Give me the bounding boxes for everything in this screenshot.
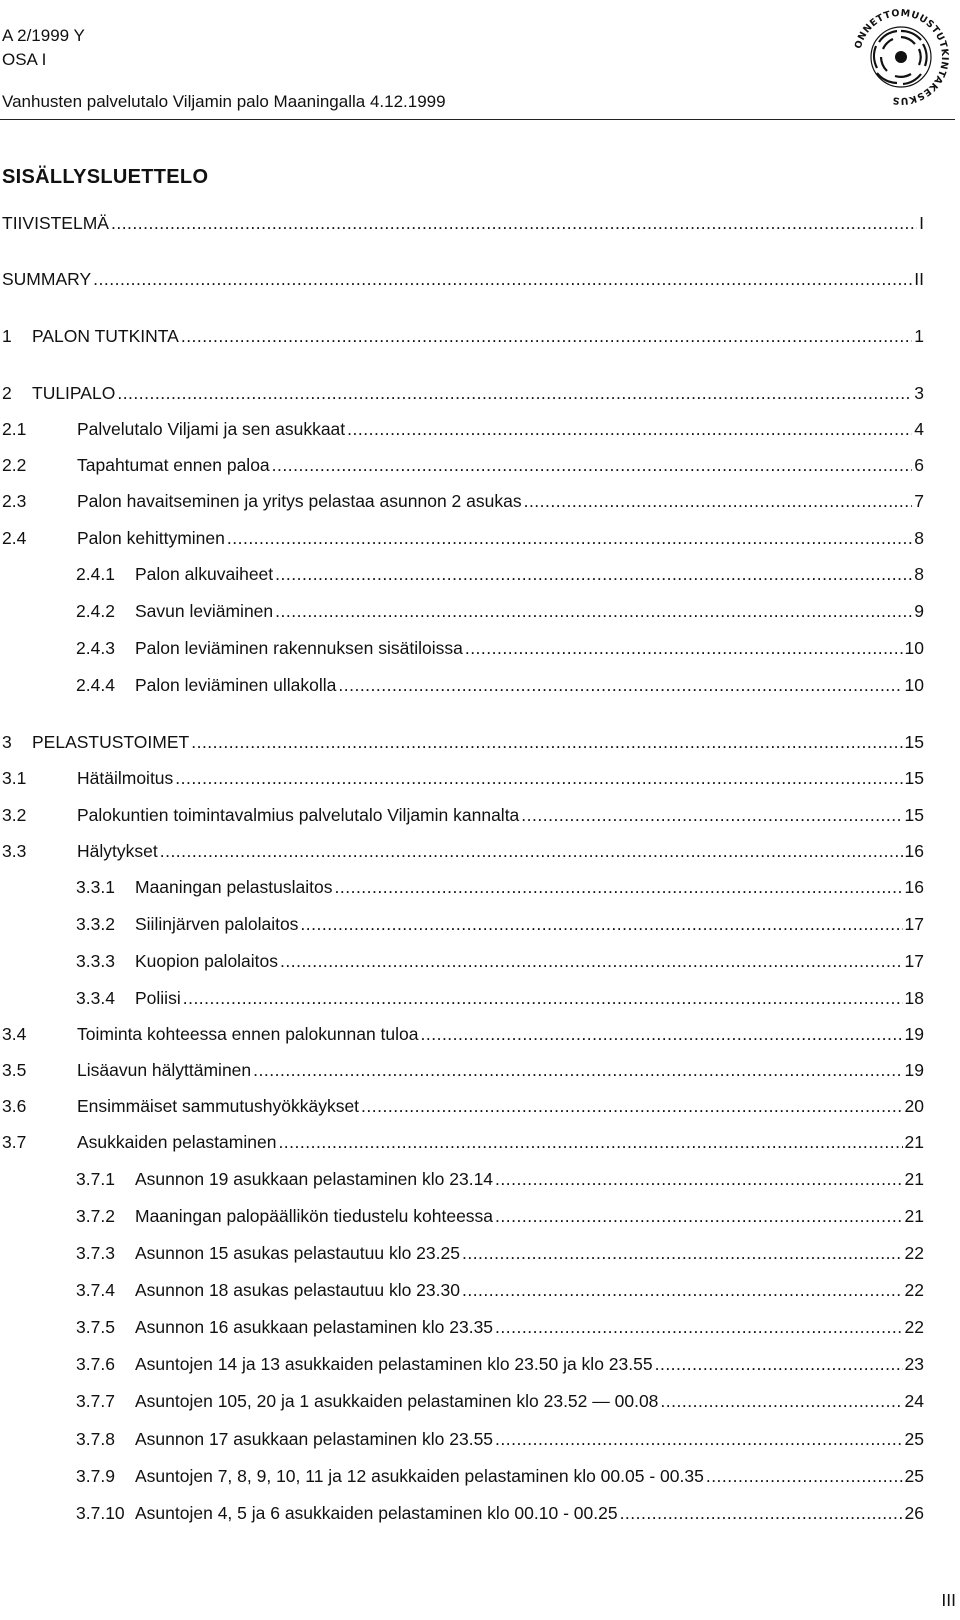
toc-entry-label: Maaningan pelastuslaitos xyxy=(135,877,333,897)
toc-entry-label: Hälytykset xyxy=(77,841,158,861)
toc-entry[interactable] xyxy=(76,637,924,659)
header-rule xyxy=(0,119,955,120)
toc-dot-leader xyxy=(361,1095,902,1117)
toc-entry-page: 20 xyxy=(904,1096,924,1116)
toc-entry[interactable] xyxy=(2,1059,924,1081)
toc-entry-page: 7 xyxy=(914,491,924,511)
toc-entry-page: 9 xyxy=(914,601,924,621)
toc-entry-label: Asunnon 19 asukkaan pelastaminen klo 23.14 xyxy=(135,1169,494,1189)
toc-dot-leader xyxy=(347,418,912,440)
toc-entry-label: Asukkaiden pelastaminen xyxy=(77,1132,277,1152)
toc-dot-leader xyxy=(495,1168,902,1190)
toc-entry[interactable] xyxy=(2,527,924,549)
toc-entry[interactable] xyxy=(76,1390,924,1412)
toc-entry-number: 3.7.7 xyxy=(76,1391,115,1411)
toc-dot-leader xyxy=(191,731,902,753)
toc-entry-page: 19 xyxy=(904,1024,924,1044)
toc-entry-label: Toiminta kohteessa ennen palokunnan tuloa xyxy=(77,1024,419,1044)
toc-entry-page: 15 xyxy=(904,805,924,825)
toc-entry-number: 2 xyxy=(2,383,12,403)
toc-entry[interactable] xyxy=(2,325,924,347)
toc-entry-number: 3.7.2 xyxy=(76,1206,115,1226)
toc-entry-label: TULIPALO xyxy=(32,383,116,403)
toc-dot-leader xyxy=(655,1353,903,1375)
toc-entry[interactable] xyxy=(2,840,924,862)
report-number: A 2/1999 Y xyxy=(2,26,85,45)
toc-entry[interactable] xyxy=(2,1095,924,1117)
toc-entry-number: 2.2 xyxy=(2,455,27,475)
toc-dot-leader xyxy=(335,876,903,898)
toc-dot-leader xyxy=(620,1502,903,1524)
toc-entry-page: 22 xyxy=(904,1280,924,1300)
toc-entry-label: Palvelutalo Viljami ja sen asukkaat xyxy=(77,419,346,439)
toc-entry-page: 19 xyxy=(904,1060,924,1080)
toc-entry-label: Siilinjärven palolaitos xyxy=(135,914,299,934)
toc-dot-leader xyxy=(300,913,902,935)
toc-entry[interactable] xyxy=(2,382,924,404)
toc-entry[interactable] xyxy=(2,1023,924,1045)
toc-entry[interactable] xyxy=(2,268,924,290)
toc-dot-leader xyxy=(660,1390,902,1412)
toc-dot-leader xyxy=(183,987,903,1009)
toc-dot-leader xyxy=(524,490,913,512)
toc-entry[interactable] xyxy=(76,1316,924,1338)
toc-entry-label: SUMMARY xyxy=(2,269,92,289)
toc-entry-number: 3.3.1 xyxy=(76,877,115,897)
toc-entry-label: TIIVISTELMÄ xyxy=(2,213,109,233)
toc-entry[interactable] xyxy=(76,987,924,1009)
toc-entry-page: 8 xyxy=(914,528,924,548)
toc-entry-number: 2.4 xyxy=(2,528,27,548)
toc-entry[interactable] xyxy=(2,418,924,440)
toc-entry[interactable] xyxy=(2,1131,924,1153)
toc-entry-page: 24 xyxy=(904,1391,924,1411)
toc-entry[interactable] xyxy=(76,913,924,935)
toc-entry-page: 16 xyxy=(904,877,924,897)
report-part: OSA I xyxy=(2,50,47,69)
toc-entry[interactable] xyxy=(76,1465,924,1487)
toc-entry[interactable] xyxy=(76,1205,924,1227)
toc-entry[interactable] xyxy=(76,674,924,696)
toc-entry[interactable] xyxy=(2,454,924,476)
toc-entry-page: 15 xyxy=(904,732,924,752)
toc-entry-label: Ensimmäiset sammutushyökkäykset xyxy=(77,1096,360,1116)
toc-entry-number: 2.4.1 xyxy=(76,564,115,584)
toc-dot-leader xyxy=(253,1059,902,1081)
toc-entry[interactable] xyxy=(2,212,924,234)
toc-entry-page: I xyxy=(919,213,924,233)
toc-entry-number: 2.4.4 xyxy=(76,675,115,695)
toc-entry-page: 21 xyxy=(904,1132,924,1152)
toc-entry-number: 3.1 xyxy=(2,768,27,788)
logo-ring-text: ONNETTOMUUSTUTKINTAKESKUS xyxy=(852,7,951,107)
toc-entry[interactable] xyxy=(2,731,924,753)
toc-entry-number: 3.3.4 xyxy=(76,988,115,1008)
toc-dot-leader xyxy=(465,637,903,659)
toc-entry-number: 3 xyxy=(2,732,12,752)
toc-entry[interactable] xyxy=(2,490,924,512)
toc-dot-leader xyxy=(272,454,913,476)
toc-entry-label: Asuntojen 105, 20 ja 1 asukkaiden pelastaminen klo 23.52 — 00.08 xyxy=(135,1391,659,1411)
toc-entry[interactable] xyxy=(76,1168,924,1190)
toc-entry-label: Palokuntien toimintavalmius palvelutalo Viljamin kannalta xyxy=(77,805,520,825)
toc-entry-page: 21 xyxy=(904,1206,924,1226)
toc-entry-label: Palon havaitseminen ja yritys pelastaa asunnon 2 asukas xyxy=(77,491,522,511)
page-number: III xyxy=(941,1590,956,1610)
toc-dot-leader xyxy=(706,1465,903,1487)
toc-entry-label: Savun leviäminen xyxy=(135,601,274,621)
toc-entry-label: Maaningan palopäällikön tiedustelu kohteessa xyxy=(135,1206,494,1226)
toc-entry-number: 3.7.6 xyxy=(76,1354,115,1374)
toc-dot-leader xyxy=(338,674,902,696)
toc-entry-page: 18 xyxy=(904,988,924,1008)
toc-dot-leader xyxy=(117,382,912,404)
toc-entry[interactable] xyxy=(76,950,924,972)
toc-entry-page: 26 xyxy=(904,1503,924,1523)
toc-entry-page: 10 xyxy=(904,638,924,658)
toc-dot-leader xyxy=(160,840,903,862)
toc-dot-leader xyxy=(93,268,912,290)
toc-entry-page: 10 xyxy=(904,675,924,695)
toc-entry[interactable] xyxy=(2,767,924,789)
toc-entry[interactable] xyxy=(76,563,924,585)
toc-entry-label: Palon leviäminen ullakolla xyxy=(135,675,337,695)
toc-entry[interactable] xyxy=(76,600,924,622)
toc-entry-page: 15 xyxy=(904,768,924,788)
toc-entry-page: 25 xyxy=(904,1429,924,1449)
toc-entry-label: Kuopion palolaitos xyxy=(135,951,279,971)
toc-entry-number: 2.4.3 xyxy=(76,638,115,658)
toc-entry-number: 3.5 xyxy=(2,1060,27,1080)
toc-entry-number: 3.7.9 xyxy=(76,1466,115,1486)
toc-dot-leader xyxy=(462,1279,903,1301)
toc-entry-label: PELASTUSTOIMET xyxy=(32,732,190,752)
toc-entry-page: 23 xyxy=(904,1354,924,1374)
toc-dot-leader xyxy=(175,767,902,789)
toc-entry-page: 22 xyxy=(904,1317,924,1337)
toc-entry-number: 3.3.3 xyxy=(76,951,115,971)
toc-dot-leader xyxy=(181,325,912,347)
toc-entry-page: 16 xyxy=(904,841,924,861)
toc-entry[interactable] xyxy=(76,1353,924,1375)
toc-entry-label: Asunnon 17 asukkaan pelastaminen klo 23.55 xyxy=(135,1429,494,1449)
toc-dot-leader xyxy=(275,563,912,585)
toc-entry-page: 6 xyxy=(914,455,924,475)
toc-entry-label: Palon kehittyminen xyxy=(77,528,225,548)
toc-entry-number: 3.7.8 xyxy=(76,1429,115,1449)
toc-entry-number: 3.4 xyxy=(2,1024,27,1044)
toc-entry[interactable] xyxy=(2,804,924,826)
toc-entry-label: Lisäavun hälyttäminen xyxy=(77,1060,252,1080)
toc-dot-leader xyxy=(462,1242,903,1264)
toc-entry-page: 4 xyxy=(914,419,924,439)
toc-entry-number: 2.4.2 xyxy=(76,601,115,621)
toc-dot-leader xyxy=(275,600,912,622)
toc-dot-leader xyxy=(495,1428,902,1450)
toc-entry[interactable] xyxy=(76,1279,924,1301)
toc-entry[interactable] xyxy=(76,1242,924,1264)
toc-entry-label: Poliisi xyxy=(135,988,181,1008)
toc-entry-page: 1 xyxy=(914,326,924,346)
report-title: Vanhusten palvelutalo Viljamin palo Maaningalla 4.12.1999 xyxy=(2,92,446,111)
toc-dot-leader xyxy=(421,1023,903,1045)
toc-dot-leader xyxy=(280,950,903,972)
toc-entry[interactable] xyxy=(76,876,924,898)
toc-entry-number: 2.3 xyxy=(2,491,27,511)
toc-dot-leader xyxy=(521,804,902,826)
toc-entry-label: Asuntojen 4, 5 ja 6 asukkaiden pelastaminen klo 00.10 - 00.25 xyxy=(135,1503,618,1523)
toc-dot-leader xyxy=(278,1131,902,1153)
toc-entry-page: 21 xyxy=(904,1169,924,1189)
toc-dot-leader xyxy=(495,1316,902,1338)
accident-investigation-board-logo xyxy=(846,2,956,112)
toc-entry-number: 3.7.4 xyxy=(76,1280,115,1300)
toc-entry-page: 17 xyxy=(904,914,924,934)
toc-entry-label: Asuntojen 7, 8, 9, 10, 11 ja 12 asukkaiden pelastaminen klo 00.05 - 00.35 xyxy=(135,1466,704,1486)
toc-entry-number: 3.6 xyxy=(2,1096,27,1116)
toc-entry-number: 3.3.2 xyxy=(76,914,115,934)
toc-entry[interactable] xyxy=(76,1428,924,1450)
toc-entry-label: PALON TUTKINTA xyxy=(32,326,179,346)
toc-entry-number: 2.1 xyxy=(2,419,27,439)
toc-dot-leader xyxy=(227,527,912,549)
toc-entry-page: 3 xyxy=(914,383,924,403)
toc-entry-number: 1 xyxy=(2,326,12,346)
toc-entry-number: 3.7.3 xyxy=(76,1243,115,1263)
toc-entry-number: 3.7.10 xyxy=(76,1503,125,1523)
toc-entry-label: Palon alkuvaiheet xyxy=(135,564,274,584)
toc-entry-page: 25 xyxy=(904,1466,924,1486)
toc-entry-label: Hätäilmoitus xyxy=(77,768,174,788)
toc-entry-label: Asuntojen 14 ja 13 asukkaiden pelastaminen klo 23.50 ja klo 23.55 xyxy=(135,1354,653,1374)
toc-entry-number: 3.7.5 xyxy=(76,1317,115,1337)
toc-entry-label: Asunnon 16 asukkaan pelastaminen klo 23.35 xyxy=(135,1317,494,1337)
toc-entry-number: 3.3 xyxy=(2,841,27,861)
toc-dot-leader xyxy=(495,1205,902,1227)
toc-entry-page: II xyxy=(914,269,924,289)
toc-entry-label: Asunnon 18 asukas pelastautuu klo 23.30 xyxy=(135,1280,460,1300)
toc-entry-number: 3.7.1 xyxy=(76,1169,115,1189)
toc-title: SISÄLLYSLUETTELO xyxy=(2,166,209,188)
toc-entry-label: Tapahtumat ennen paloa xyxy=(77,455,270,475)
toc-entry-label: Asunnon 15 asukas pelastautuu klo 23.25 xyxy=(135,1243,460,1263)
toc-entry-page: 8 xyxy=(914,564,924,584)
toc-entry-page: 17 xyxy=(904,951,924,971)
toc-entry[interactable] xyxy=(76,1502,924,1524)
toc-dot-leader xyxy=(111,212,917,234)
toc-entry-page: 22 xyxy=(904,1243,924,1263)
toc-entry-number: 3.7 xyxy=(2,1132,27,1152)
toc-entry-label: Palon leviäminen rakennuksen sisätiloissa xyxy=(135,638,463,658)
toc-entry-number: 3.2 xyxy=(2,805,27,825)
